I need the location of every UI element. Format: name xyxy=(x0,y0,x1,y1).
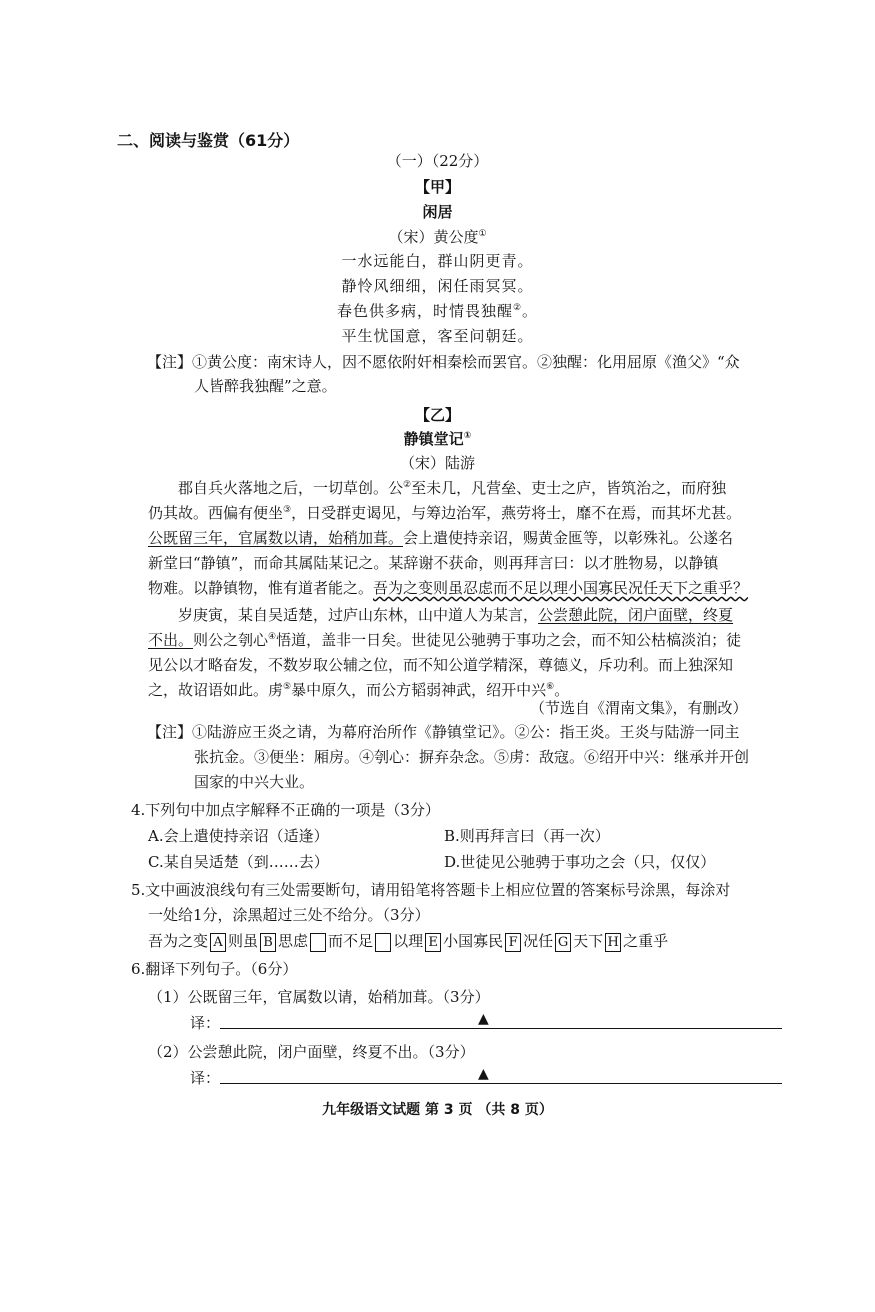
jia-author-text: （宋）黄公度 xyxy=(388,228,479,246)
prose-line xyxy=(148,527,733,548)
prose-line xyxy=(148,679,569,700)
translate-label-2: 译： xyxy=(190,1069,221,1087)
answer-box-c[interactable] xyxy=(310,933,326,952)
wavy-underlined-sentence: 吾为之变则虽忍虑而不足以理小国寡民况任天下之重乎？ xyxy=(373,579,749,597)
answer-box-b[interactable]: B xyxy=(260,933,276,952)
q5-stem-line-1: 5.文中画波浪线句有三处需要断句，请用铅笔将答题卡上相应位置的答案标号涂黑，每涂对 xyxy=(131,881,731,899)
answer-box-a[interactable]: A xyxy=(210,933,226,952)
q6-sentence-2: （2）公尝憩此院，闭户面壁，终夏不出。（3分） xyxy=(148,1043,475,1061)
yi-title-text: 静镇堂记 xyxy=(403,430,464,448)
note-marker: ② xyxy=(403,480,412,490)
triangle-marker-icon: ▲ xyxy=(478,1066,489,1082)
source-citation: （节选自《渭南文集》，有删改） xyxy=(530,699,748,717)
q5-segment: 小国寡民 xyxy=(443,932,504,950)
prose-text: 至未几，凡营垒、吏士之庐，皆筑治之，而府独 xyxy=(411,479,727,497)
poem-line-3-end: 。 xyxy=(522,302,539,320)
q4-option-d: D.世徒见公驰骋于事功之会（只，仅仅） xyxy=(444,853,716,871)
prose-line xyxy=(178,604,733,625)
prose-line xyxy=(148,577,748,598)
yi-author: （宋）陆游 xyxy=(399,454,475,472)
answer-line-1[interactable] xyxy=(220,1028,782,1029)
yi-note-line-3: 国家的中兴大业。 xyxy=(194,773,315,791)
q6-stem: 6.翻译下列句子。（6分） xyxy=(131,960,298,978)
poem-line-3-note: ② xyxy=(512,303,523,313)
poem-line-3-text: 春色供多病，时情畏独醒 xyxy=(336,302,513,320)
q5-segment: 而不足 xyxy=(328,932,374,950)
prose-text: 会上遣使持亲诏，赐黄金匜等，以彰殊礼。公遂名 xyxy=(403,529,734,547)
answer-box-d[interactable] xyxy=(375,933,391,952)
poem-line-4: 平生忧国意，客至问朝廷。 xyxy=(341,327,534,345)
section-title: 二、阅读与鉴赏（61分） xyxy=(117,131,300,150)
prose-line: 见公以才略奋发，不数岁取公辅之位，而不知公道学精深，尊德义，斥功利。而上独深知 xyxy=(148,656,734,674)
prose-text: 暴中原久，而公方韬弱神武，绍开中兴 xyxy=(291,681,547,699)
prose-text: 岁庚寅，某自吴适楚，过庐山东林，山中道人为某言， xyxy=(178,606,539,624)
prose-line xyxy=(148,502,741,523)
underlined-sentence-1: 公既留三年，官属数以请，始稍加葺。 xyxy=(148,529,404,547)
q5-segment: 况任 xyxy=(523,932,554,950)
yi-tag: 【乙】 xyxy=(414,406,460,424)
q5-segment-row xyxy=(148,930,668,952)
jia-title: 闲居 xyxy=(422,203,453,221)
jia-note-line-1: 【注】①黄公度：南宋诗人，因不愿依附奸相秦桧而罢官。②独醒：化用屈原《渔父》“众 xyxy=(147,353,740,371)
poem-line-2: 静怜风细细，闲任雨冥冥。 xyxy=(341,277,534,295)
note-marker: ⑤ xyxy=(283,682,292,692)
yi-note-line-2: 张抗金。③便坐：厢房。④刳心：摒弃杂念。⑤虏：敌寇。⑥绍开中兴：继承并开创 xyxy=(194,748,750,766)
jia-author-note: ① xyxy=(478,229,487,239)
q4-option-a: A.会上遣使持亲诏（适逢） xyxy=(148,827,329,845)
underlined-sentence-2: 公尝憩此院，闭户面壁，终夏 xyxy=(538,606,734,624)
q4-option-b: B.则再拜言曰（再一次） xyxy=(444,827,610,845)
q5-segment: 吾为之变 xyxy=(148,932,209,950)
jia-author xyxy=(0,226,875,247)
answer-box-e[interactable]: E xyxy=(425,933,441,952)
prose-line xyxy=(148,629,741,650)
prose-text: 。 xyxy=(554,681,570,699)
underlined-sentence-2-end: 不出。 xyxy=(148,631,194,649)
q6-sentence-1: （1）公既留三年，官属数以请，始稍加葺。（3分） xyxy=(148,988,490,1006)
poem-line-3 xyxy=(0,300,875,321)
note-marker: ④ xyxy=(268,632,277,642)
q5-segment: 则虽 xyxy=(228,932,259,950)
prose-text: 之，故诏语如此。虏 xyxy=(148,681,284,699)
prose-text: 则公之刳心 xyxy=(193,631,269,649)
q4-option-c: C.某自吴适楚（到……去） xyxy=(148,853,329,871)
answer-line-2[interactable] xyxy=(220,1083,782,1084)
prose-text: 仍其故。西偏有便坐 xyxy=(148,504,284,522)
part-one-heading: （一）（22分） xyxy=(386,152,489,170)
answer-box-h[interactable]: H xyxy=(605,933,621,952)
prose-text: ，日受群吏谒见，与筹边治军，燕劳将士，靡不在焉，而其坏尤甚。 xyxy=(291,504,742,522)
prose-line xyxy=(178,477,726,498)
prose-text: 物难。以静镇物，惟有道者能之。 xyxy=(148,579,374,597)
yi-title xyxy=(0,428,875,449)
yi-note-line-1: 【注】①陆游应王炎之请，为幕府治所作《静镇堂记》。②公：指王炎。王炎与陆游一同主 xyxy=(147,723,740,741)
triangle-marker-icon: ▲ xyxy=(478,1011,489,1027)
answer-box-f[interactable]: F xyxy=(505,933,521,952)
answer-box-g[interactable]: G xyxy=(555,933,571,952)
poem-line-1: 一水远能白，群山阴更青。 xyxy=(341,252,534,270)
q5-segment: 之重乎 xyxy=(623,932,669,950)
prose-text: 郡自兵火落地之后，一切草创。公 xyxy=(178,479,404,497)
note-marker: ⑥ xyxy=(546,682,555,692)
translate-label-1: 译： xyxy=(190,1014,221,1032)
q5-segment: 天下 xyxy=(573,932,604,950)
q4-stem: 4.下列句中加点字解释不正确的一项是（3分） xyxy=(131,801,440,819)
note-marker: ③ xyxy=(283,505,292,515)
q5-stem-line-2: 一处给1分，涂黑超过三处不给分。（3分） xyxy=(148,906,430,924)
jia-note-line-2: 人皆醉我独醒”之意。 xyxy=(194,377,337,395)
jia-tag: 【甲】 xyxy=(414,178,460,196)
q5-segment: 以理 xyxy=(393,932,424,950)
prose-text: 悟道，盖非一日矣。世徒见公驰骋于事功之会，而不知公枯槁淡泊；徒 xyxy=(276,631,742,649)
prose-line: 新堂曰“静镇”，而命其属陆某记之。某辞谢不获命，则再拜言曰：以才胜物易，以静镇 xyxy=(148,554,719,572)
yi-title-note: ① xyxy=(463,431,472,441)
q5-segment: 思虑 xyxy=(278,932,309,950)
page-footer: 九年级语文试题 第 3 页 （共 8 页） xyxy=(322,1102,553,1118)
